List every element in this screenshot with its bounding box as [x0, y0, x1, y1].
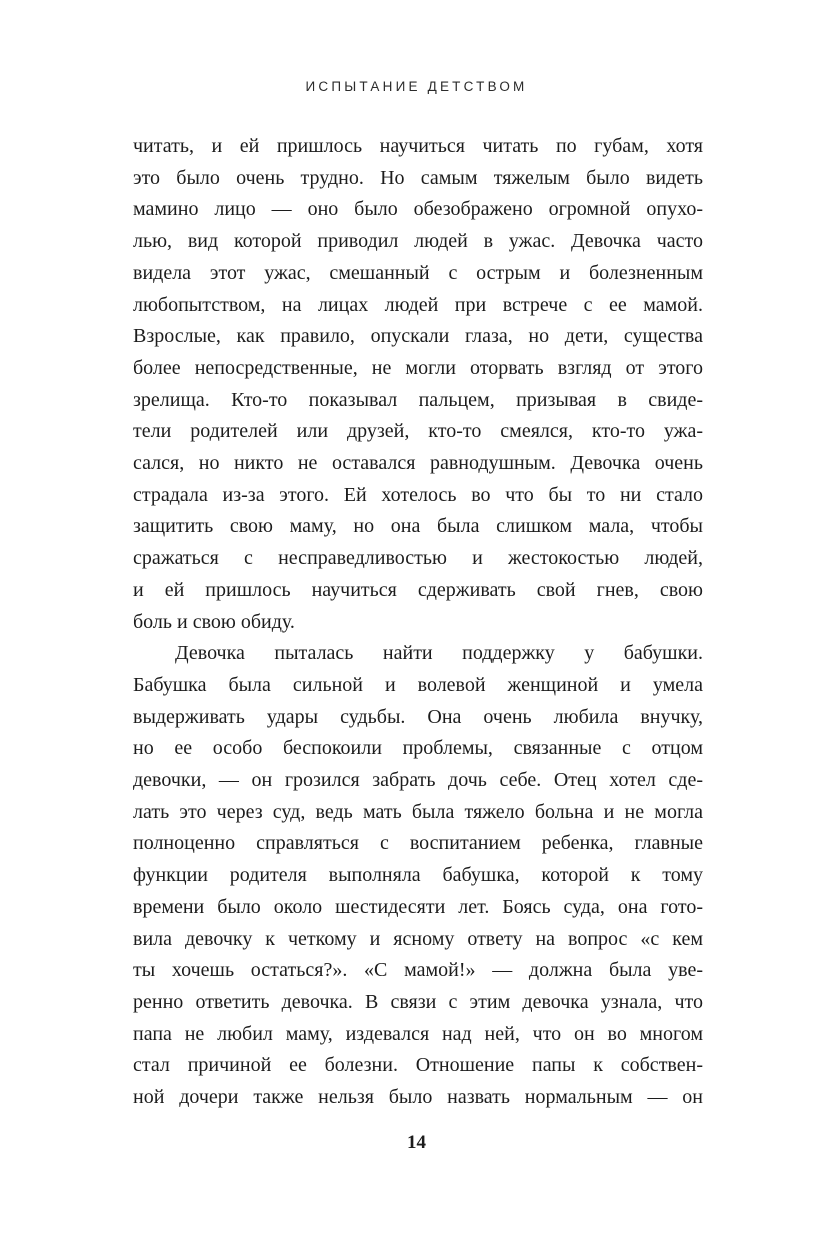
text-line: мамино лицо — оно было обезображено огромной опухо- — [133, 198, 703, 221]
text-line: читать, и ей пришлось научиться читать по губам, хотя — [133, 135, 703, 157]
text-line: ты хочешь остаться?». «С мамой!» — должна была уве- — [133, 959, 703, 982]
text-line: выдерживать удары судьбы. Она очень любила внучку, — [133, 705, 703, 728]
text-line: ренно ответить девочка. В связи с этим девочка узнала, что — [133, 990, 703, 1013]
paragraph — [133, 131, 703, 638]
text-line: ной дочери также нельзя было назвать нормальным — он — [133, 1086, 703, 1109]
paragraph — [133, 638, 703, 1114]
text-line: девочки, — он грозился забрать дочь себе. Отец хотел сде- — [133, 769, 703, 792]
text-line: сался, но никто не оставался равнодушным. Девочка очень — [133, 452, 703, 475]
running-head: ИСПЫТАНИЕ ДЕТСТВОМ — [305, 79, 528, 94]
text-line: вила девочку к четкому и ясному ответу на вопрос «с кем — [133, 927, 703, 950]
text-line: Бабушка была сильной и волевой женщиной и умела — [133, 673, 703, 696]
text-line: видела этот ужас, смешанный с острым и болезненным — [133, 261, 703, 284]
text-line: но ее особо беспокоили проблемы, связанные с отцом — [133, 737, 703, 760]
text-line: и ей пришлось научиться сдерживать свой гнев, свою — [133, 578, 703, 601]
text-line: зрелища. Кто-то показывал пальцем, призывая в свиде- — [133, 388, 703, 411]
text-line: полноценно справляться с воспитанием ребенка, главные — [133, 832, 703, 855]
body-text — [133, 131, 703, 1114]
text-line: функции родителя выполняла бабушка, которой к тому — [133, 864, 703, 887]
text-line: боль и свою обиду. — [133, 610, 295, 633]
text-line: стал причиной ее болезни. Отношение папы к собствен- — [133, 1054, 703, 1077]
text-line: времени было около шестидесяти лет. Боясь суда, она гото- — [133, 895, 703, 918]
text-line: страдала из-за этого. Ей хотелось во что бы то ни стало — [133, 483, 703, 506]
text-line: папа не любил маму, издевался над ней, что он во многом — [133, 1022, 703, 1045]
text-line: лью, вид которой приводил людей в ужас. Девочка часто — [133, 230, 703, 253]
text-line: тели родителей или друзей, кто-то смеялся, кто-то ужа- — [133, 420, 703, 443]
page-number: 14 — [407, 1132, 426, 1153]
text-line: сражаться с несправедливостью и жестокостью людей, — [133, 547, 703, 570]
text-line: защитить свою маму, но она была слишком мала, чтобы — [133, 515, 703, 538]
text-line: любопытством, на лицах людей при встрече с ее мамой. — [133, 293, 703, 316]
text-line: более непосредственные, не могли оторвать взгляд от этого — [133, 356, 703, 379]
text-line: лать это через суд, ведь мать была тяжело больна и не могла — [133, 800, 703, 823]
text-line: это было очень трудно. Но самым тяжелым было видеть — [133, 166, 703, 189]
text-line: Взрослые, как правило, опускали глаза, но дети, существа — [133, 325, 703, 348]
text-line: Девочка пыталась найти поддержку у бабушки. — [175, 642, 703, 665]
